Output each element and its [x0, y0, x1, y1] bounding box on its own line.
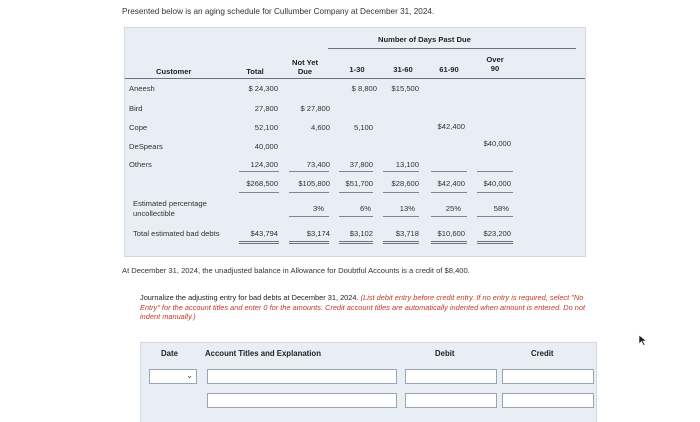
account-titles-header: Account Titles and Explanation [205, 349, 321, 358]
totals-rule [339, 192, 373, 193]
date-select[interactable] [149, 369, 197, 384]
table-cell-1-30: 37,800 [349, 160, 373, 169]
days-31-60-total: $28,600 [391, 179, 419, 188]
totals-rule [477, 192, 513, 193]
totals-rule [383, 192, 419, 193]
days-1-30-total: $51,700 [345, 179, 373, 188]
not-yet-due-total: $105,800 [298, 179, 330, 188]
bad-debts-1-30: $3,102 [349, 229, 373, 238]
table-cell-total: 124,300 [250, 160, 278, 169]
chevron-down-icon: ⌄ [186, 371, 193, 380]
table-cell-not-yet-due: 73,400 [306, 160, 330, 169]
journal-entry-panel [140, 342, 597, 422]
table-row-customer: Cope [129, 123, 148, 132]
debit-input-row2[interactable] [405, 393, 497, 408]
pct-over-90: 58% [493, 204, 509, 213]
debit-input-row1[interactable] [405, 369, 497, 384]
not-yet-due-header-line2: Due [297, 67, 313, 76]
pct-61-90: 25% [445, 204, 461, 213]
bad-debts-over-90: $23,200 [483, 229, 511, 238]
table-cell-over-90: $40,000 [483, 139, 511, 148]
over-90-header-line1: Over [486, 55, 504, 64]
pct-rule [431, 216, 467, 217]
table-cell-total: $ 24,300 [248, 84, 278, 93]
credit-input-row1[interactable] [502, 369, 594, 384]
allowance-note: At December 31, 2024, the unadjusted balance in Allowance for Doubtful Accounts is a credit of $8,400. [122, 266, 470, 275]
double-rule [239, 241, 279, 242]
total-sum-rule [339, 171, 373, 172]
instructions-main: Journalize the adjusting entry for bad debts at December 31, 2024. [140, 293, 359, 302]
credit-header: Credit [531, 349, 554, 358]
mouse-pointer-icon [638, 334, 648, 346]
double-rule [477, 243, 513, 244]
over-90-total: $40,000 [483, 179, 511, 188]
customer-header: Customer [156, 67, 192, 76]
pct-label-line1: Estimated percentage [133, 199, 207, 208]
table-cell-not-yet-due: $ 27,800 [300, 104, 330, 113]
table-cell-1-30: $ 8,800 [351, 84, 377, 93]
bad-debts-61-90: $10,600 [437, 229, 465, 238]
credit-input-row2[interactable] [502, 393, 594, 408]
table-cell-31-60: 13,100 [395, 160, 419, 169]
header-rule [125, 78, 585, 79]
pct-rule [383, 216, 419, 217]
table-cell-31-60: $15,500 [391, 84, 419, 93]
total-sum-rule [383, 171, 419, 172]
debit-header: Debit [435, 349, 455, 358]
table-cell-total: 52,100 [254, 123, 278, 132]
double-rule [431, 241, 467, 242]
days-31-60-header: 31-60 [393, 65, 413, 74]
not-yet-due-header-line1: Not Yet [291, 58, 319, 67]
days-1-30-header: 1-30 [349, 65, 365, 74]
double-rule [431, 243, 467, 244]
double-rule [239, 243, 279, 244]
table-cell-not-yet-due: 4,600 [310, 123, 330, 132]
pct-rule [289, 216, 329, 217]
pct-not-yet-due: 3% [313, 204, 324, 213]
bad-debts-label: Total estimated bad debts [133, 229, 220, 238]
bad-debts-not-yet-due: $3,174 [306, 229, 330, 238]
days-61-90-total: $42,400 [437, 179, 465, 188]
date-header: Date [161, 349, 178, 358]
totals-rule [239, 192, 279, 193]
double-rule [339, 243, 373, 244]
intro-text: Presented below is an aging schedule for Cullumber Company at December 31, 2024. [122, 7, 435, 16]
bad-debts-total: $43,794 [250, 229, 278, 238]
table-cell-61-90: $42,400 [437, 122, 465, 131]
table-row-customer: Others [129, 160, 152, 169]
table-row-customer: DeSpears [129, 142, 163, 151]
table-cell-total: 27,800 [254, 104, 278, 113]
account-title-input-row2[interactable] [207, 393, 397, 408]
instructions [140, 293, 588, 322]
double-rule [477, 241, 513, 242]
double-rule [383, 243, 419, 244]
group-header-rule [328, 48, 576, 49]
aging-schedule-panel [124, 27, 586, 257]
double-rule [383, 241, 419, 242]
total-sum-rule [289, 171, 329, 172]
totals-rule [431, 192, 467, 193]
pct-1-30: 6% [360, 204, 371, 213]
table-row-customer: Bird [129, 104, 143, 113]
over-90-header-line2: 90 [490, 64, 500, 73]
total-sum-rule [431, 171, 467, 172]
table-row-customer: Aneesh [129, 84, 155, 93]
days-past-due-header: Number of Days Past Due [378, 35, 471, 44]
table-cell-total: 40,000 [254, 142, 278, 151]
grand-total: $268,500 [246, 179, 278, 188]
instructions-italic: (List debit entry before credit entry. If no entry is required, select "No Entry" for the account titles and enter 0 for the amounts. Credit account titles are automatically indented when amount is entered. Do not indent manually.) [140, 293, 586, 321]
table-cell-1-30: 5,100 [353, 123, 373, 132]
total-header: Total [246, 67, 264, 76]
pct-label-line2: uncollectible [133, 209, 175, 218]
total-sum-rule [239, 171, 279, 172]
account-title-input-row1[interactable] [207, 369, 397, 384]
total-sum-rule [477, 171, 513, 172]
pct-rule [477, 216, 513, 217]
pct-31-60: 13% [399, 204, 415, 213]
bad-debts-31-60: $3,718 [395, 229, 419, 238]
days-61-90-header: 61-90 [439, 65, 459, 74]
double-rule [289, 241, 329, 242]
totals-rule [289, 192, 329, 193]
pct-rule [339, 216, 373, 217]
double-rule [339, 241, 373, 242]
double-rule [289, 243, 329, 244]
